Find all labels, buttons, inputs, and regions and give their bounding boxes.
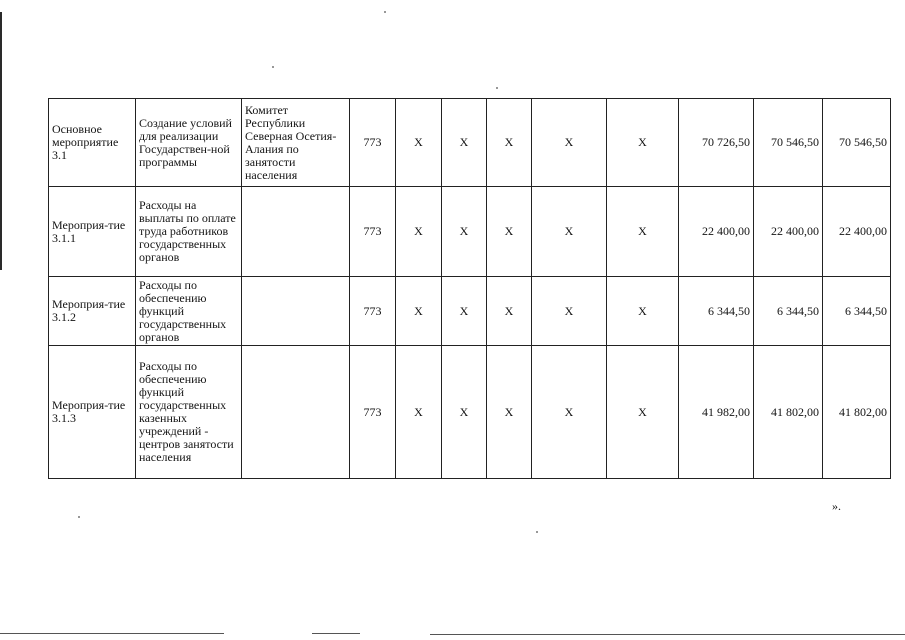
amount-cell: 41 802,00 (754, 346, 823, 479)
budget-code-cell: 773 (350, 346, 396, 479)
responsible-executor-cell (242, 346, 350, 479)
scan-speck (78, 516, 80, 518)
budget-code-cell: 773 (350, 187, 396, 277)
measure-name-cell: Мероприя-тие 3.1.3 (49, 346, 136, 479)
footer-rule (312, 633, 360, 634)
amount-cell: 70 546,50 (754, 99, 823, 187)
x-mark-cell: Х (532, 346, 607, 479)
x-mark-cell: Х (532, 187, 607, 277)
x-mark-cell: Х (487, 99, 532, 187)
footer-rule (0, 633, 224, 634)
table-row (49, 187, 891, 277)
amount-cell: 41 802,00 (823, 346, 891, 479)
scan-speck (536, 531, 538, 533)
x-mark-cell: Х (396, 187, 442, 277)
amount-cell: 6 344,50 (823, 277, 891, 346)
x-mark-cell: Х (442, 187, 487, 277)
amount-cell: 6 344,50 (754, 277, 823, 346)
amount-cell: 70 726,50 (679, 99, 754, 187)
x-mark-cell: Х (396, 346, 442, 479)
scan-edge-line (0, 12, 2, 270)
footer-rule (430, 634, 905, 635)
scan-speck (272, 66, 274, 68)
x-mark-cell: Х (487, 346, 532, 479)
measure-name-cell: Мероприя-тие 3.1.2 (49, 277, 136, 346)
closing-quote-mark: ». (832, 499, 841, 513)
x-mark-cell: Х (532, 277, 607, 346)
x-mark-cell: Х (442, 346, 487, 479)
measures-table (48, 98, 891, 479)
x-mark-cell: Х (532, 99, 607, 187)
responsible-executor-cell (242, 187, 350, 277)
x-mark-cell: Х (607, 187, 679, 277)
amount-cell: 41 982,00 (679, 346, 754, 479)
x-mark-cell: Х (607, 346, 679, 479)
table-row (49, 346, 891, 479)
measure-description-cell: Расходы по обеспечению функций государственных органов (136, 277, 242, 346)
measure-name-cell: Мероприя-тие 3.1.1 (49, 187, 136, 277)
amount-cell: 70 546,50 (823, 99, 891, 187)
x-mark-cell: Х (487, 187, 532, 277)
measure-description-cell: Расходы по обеспечению функций государственных казенных учреждений - центров занятости населения (136, 346, 242, 479)
amount-cell: 22 400,00 (754, 187, 823, 277)
measure-description-cell: Расходы на выплаты по оплате труда работников государственных органов (136, 187, 242, 277)
x-mark-cell: Х (487, 277, 532, 346)
x-mark-cell: Х (607, 99, 679, 187)
responsible-executor-cell (242, 277, 350, 346)
table-row (49, 277, 891, 346)
x-mark-cell: Х (442, 277, 487, 346)
amount-cell: 22 400,00 (823, 187, 891, 277)
scan-speck (384, 11, 386, 13)
amount-cell: 22 400,00 (679, 187, 754, 277)
budget-code-cell: 773 (350, 277, 396, 346)
measure-name-cell: Основное мероприятие 3.1 (49, 99, 136, 187)
x-mark-cell: Х (607, 277, 679, 346)
scan-speck (496, 87, 498, 89)
x-mark-cell: Х (442, 99, 487, 187)
x-mark-cell: Х (396, 99, 442, 187)
responsible-executor-cell: Комитет Республики Северная Осетия-Алания по занятости населения (242, 99, 350, 187)
amount-cell: 6 344,50 (679, 277, 754, 346)
x-mark-cell: Х (396, 277, 442, 346)
table-row (49, 99, 891, 187)
measure-description-cell: Создание условий для реализации Государствен-ной программы (136, 99, 242, 187)
budget-code-cell: 773 (350, 99, 396, 187)
